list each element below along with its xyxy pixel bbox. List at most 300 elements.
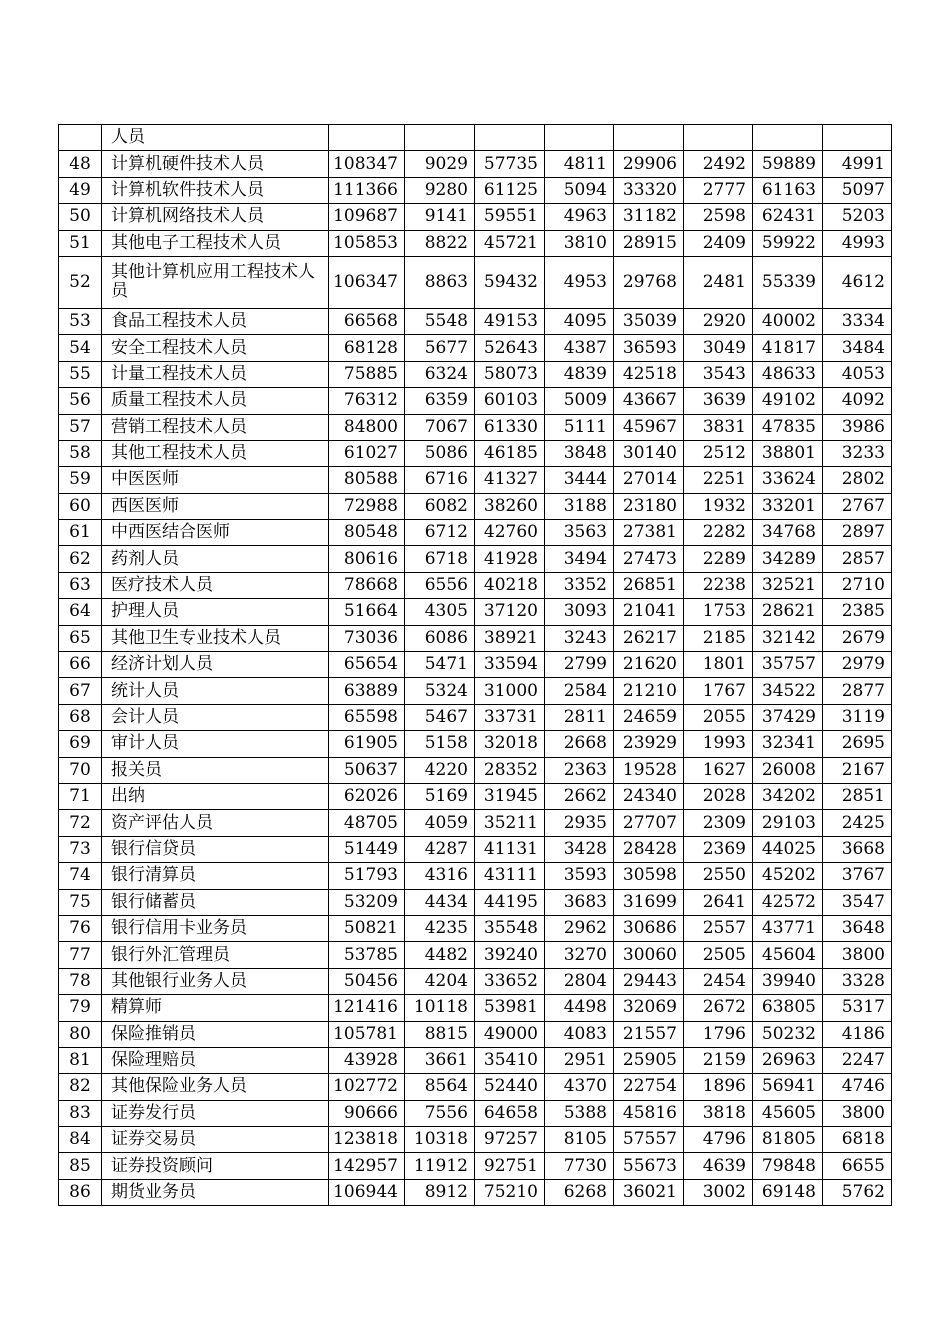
value-cell: 2289 <box>684 546 753 572</box>
value-cell: 73036 <box>329 625 405 651</box>
value-cell: 10118 <box>405 995 475 1021</box>
value-cell: 21620 <box>614 652 684 678</box>
value-cell: 2799 <box>545 652 614 678</box>
occupation-name-cell: 营销工程技术人员 <box>102 414 329 440</box>
table-row <box>59 546 892 572</box>
value-cell: 5762 <box>823 1179 892 1205</box>
row-number-cell: 51 <box>59 230 102 256</box>
table-row <box>59 388 892 414</box>
row-number-cell <box>59 125 102 151</box>
value-cell: 28352 <box>475 757 545 783</box>
value-cell: 3668 <box>823 836 892 862</box>
row-number-cell: 61 <box>59 520 102 546</box>
table-row <box>59 1047 892 1073</box>
value-cell: 45967 <box>614 414 684 440</box>
value-cell: 61330 <box>475 414 545 440</box>
value-cell: 76312 <box>329 388 405 414</box>
value-cell: 35757 <box>753 652 823 678</box>
value-cell: 4953 <box>545 256 614 308</box>
value-cell: 3547 <box>823 889 892 915</box>
value-cell: 8863 <box>405 256 475 308</box>
value-cell: 5009 <box>545 388 614 414</box>
value-cell: 35410 <box>475 1047 545 1073</box>
value-cell: 3683 <box>545 889 614 915</box>
value-cell: 4387 <box>545 335 614 361</box>
value-cell: 2811 <box>545 704 614 730</box>
table-row <box>59 204 892 230</box>
value-cell: 30686 <box>614 915 684 941</box>
occupation-name-cell: 中西医结合医师 <box>102 520 329 546</box>
table-row <box>59 1074 892 1100</box>
row-number-cell: 54 <box>59 335 102 361</box>
value-cell: 45605 <box>753 1100 823 1126</box>
value-cell: 60103 <box>475 388 545 414</box>
value-cell: 7556 <box>405 1100 475 1126</box>
row-number-cell: 85 <box>59 1153 102 1179</box>
value-cell: 2935 <box>545 810 614 836</box>
value-cell: 50821 <box>329 915 405 941</box>
value-cell: 37429 <box>753 704 823 730</box>
value-cell: 49102 <box>753 388 823 414</box>
table-row <box>59 467 892 493</box>
value-cell: 80616 <box>329 546 405 572</box>
occupation-name-cell: 质量工程技术人员 <box>102 388 329 414</box>
value-cell: 41131 <box>475 836 545 862</box>
value-cell: 4612 <box>823 256 892 308</box>
occupation-name-cell: 其他电子工程技术人员 <box>102 230 329 256</box>
value-cell: 21041 <box>614 599 684 625</box>
value-cell: 41817 <box>753 335 823 361</box>
value-cell <box>405 125 475 151</box>
value-cell: 80548 <box>329 520 405 546</box>
value-cell: 5158 <box>405 731 475 757</box>
value-cell: 2251 <box>684 467 753 493</box>
row-number-cell: 67 <box>59 678 102 704</box>
value-cell: 26851 <box>614 572 684 598</box>
occupation-name-cell: 证券交易员 <box>102 1127 329 1153</box>
value-cell: 75210 <box>475 1179 545 1205</box>
value-cell: 63889 <box>329 678 405 704</box>
row-number-cell: 69 <box>59 731 102 757</box>
value-cell: 28428 <box>614 836 684 862</box>
value-cell: 8815 <box>405 1021 475 1047</box>
table-row <box>59 599 892 625</box>
value-cell: 3352 <box>545 572 614 598</box>
value-cell: 78668 <box>329 572 405 598</box>
value-cell: 4482 <box>405 942 475 968</box>
value-cell: 80588 <box>329 467 405 493</box>
occupation-name-cell: 护理人员 <box>102 599 329 625</box>
table-row <box>59 125 892 151</box>
value-cell: 52643 <box>475 335 545 361</box>
value-cell: 53209 <box>329 889 405 915</box>
occupation-name-cell: 食品工程技术人员 <box>102 308 329 334</box>
row-number-cell: 76 <box>59 915 102 941</box>
value-cell: 4083 <box>545 1021 614 1047</box>
value-cell: 42518 <box>614 361 684 387</box>
value-cell: 3986 <box>823 414 892 440</box>
value-cell: 4811 <box>545 151 614 177</box>
value-cell: 3800 <box>823 1100 892 1126</box>
value-cell: 33731 <box>475 704 545 730</box>
row-number-cell: 77 <box>59 942 102 968</box>
value-cell: 23929 <box>614 731 684 757</box>
value-cell: 1896 <box>684 1074 753 1100</box>
value-cell: 4053 <box>823 361 892 387</box>
value-cell: 3119 <box>823 704 892 730</box>
value-cell: 66568 <box>329 308 405 334</box>
row-number-cell: 82 <box>59 1074 102 1100</box>
value-cell: 48705 <box>329 810 405 836</box>
value-cell: 3270 <box>545 942 614 968</box>
value-cell: 31182 <box>614 204 684 230</box>
occupation-name-cell: 其他计算机应用工程技术人员 <box>102 256 329 308</box>
value-cell: 2777 <box>684 177 753 203</box>
value-cell: 27014 <box>614 467 684 493</box>
occupation-name-cell: 医疗技术人员 <box>102 572 329 598</box>
value-cell: 33652 <box>475 968 545 994</box>
value-cell: 102772 <box>329 1074 405 1100</box>
value-cell: 32341 <box>753 731 823 757</box>
table-row <box>59 177 892 203</box>
value-cell: 47835 <box>753 414 823 440</box>
value-cell: 40002 <box>753 308 823 334</box>
value-cell: 32018 <box>475 731 545 757</box>
value-cell: 29443 <box>614 968 684 994</box>
occupation-name-cell: 其他保险业务人员 <box>102 1074 329 1100</box>
value-cell: 3328 <box>823 968 892 994</box>
table-row <box>59 995 892 1021</box>
value-cell <box>614 125 684 151</box>
value-cell: 51793 <box>329 863 405 889</box>
value-cell: 68128 <box>329 335 405 361</box>
value-cell: 8105 <box>545 1127 614 1153</box>
value-cell: 3188 <box>545 493 614 519</box>
value-cell: 32069 <box>614 995 684 1021</box>
table-row <box>59 836 892 862</box>
occupation-name-cell: 经济计划人员 <box>102 652 329 678</box>
data-table <box>58 124 892 1206</box>
value-cell: 4498 <box>545 995 614 1021</box>
value-cell: 21557 <box>614 1021 684 1047</box>
value-cell: 4963 <box>545 204 614 230</box>
value-cell: 40218 <box>475 572 545 598</box>
value-cell: 3484 <box>823 335 892 361</box>
row-number-cell: 58 <box>59 440 102 466</box>
value-cell: 3093 <box>545 599 614 625</box>
value-cell: 33624 <box>753 467 823 493</box>
value-cell: 51449 <box>329 836 405 862</box>
value-cell: 2238 <box>684 572 753 598</box>
value-cell: 45604 <box>753 942 823 968</box>
value-cell: 4639 <box>684 1153 753 1179</box>
value-cell: 32521 <box>753 572 823 598</box>
table-row <box>59 520 892 546</box>
value-cell: 3818 <box>684 1100 753 1126</box>
occupation-name-cell: 银行信贷员 <box>102 836 329 862</box>
occupation-name-cell: 证券投资顾问 <box>102 1153 329 1179</box>
value-cell: 45816 <box>614 1100 684 1126</box>
value-cell: 52440 <box>475 1074 545 1100</box>
value-cell: 2167 <box>823 757 892 783</box>
value-cell: 4370 <box>545 1074 614 1100</box>
table-row <box>59 335 892 361</box>
value-cell: 44025 <box>753 836 823 862</box>
value-cell: 2804 <box>545 968 614 994</box>
value-cell: 5548 <box>405 308 475 334</box>
table-row <box>59 493 892 519</box>
value-cell: 4095 <box>545 308 614 334</box>
value-cell: 2028 <box>684 783 753 809</box>
occupation-name-cell: 其他工程技术人员 <box>102 440 329 466</box>
value-cell: 5169 <box>405 783 475 809</box>
value-cell: 2641 <box>684 889 753 915</box>
value-cell: 106347 <box>329 256 405 308</box>
occupation-name-cell: 出纳 <box>102 783 329 809</box>
value-cell: 90666 <box>329 1100 405 1126</box>
value-cell: 4434 <box>405 889 475 915</box>
value-cell <box>753 125 823 151</box>
value-cell: 106944 <box>329 1179 405 1205</box>
value-cell: 2505 <box>684 942 753 968</box>
value-cell: 9141 <box>405 204 475 230</box>
value-cell: 2409 <box>684 230 753 256</box>
row-number-cell: 75 <box>59 889 102 915</box>
value-cell: 50456 <box>329 968 405 994</box>
value-cell: 43771 <box>753 915 823 941</box>
table-row <box>59 810 892 836</box>
table-row <box>59 652 892 678</box>
value-cell: 97257 <box>475 1127 545 1153</box>
table-row <box>59 1021 892 1047</box>
value-cell: 10318 <box>405 1127 475 1153</box>
value-cell: 4316 <box>405 863 475 889</box>
value-cell: 29906 <box>614 151 684 177</box>
occupation-name-cell: 计算机软件技术人员 <box>102 177 329 203</box>
value-cell: 24340 <box>614 783 684 809</box>
value-cell: 4305 <box>405 599 475 625</box>
value-cell: 3831 <box>684 414 753 440</box>
value-cell: 4059 <box>405 810 475 836</box>
value-cell: 3233 <box>823 440 892 466</box>
value-cell: 2492 <box>684 151 753 177</box>
row-number-cell: 78 <box>59 968 102 994</box>
value-cell: 45721 <box>475 230 545 256</box>
value-cell: 7067 <box>405 414 475 440</box>
value-cell: 3543 <box>684 361 753 387</box>
value-cell: 65654 <box>329 652 405 678</box>
value-cell: 3049 <box>684 335 753 361</box>
value-cell: 2767 <box>823 493 892 519</box>
table-row <box>59 704 892 730</box>
row-number-cell: 84 <box>59 1127 102 1153</box>
row-number-cell: 74 <box>59 863 102 889</box>
value-cell: 34768 <box>753 520 823 546</box>
row-number-cell: 71 <box>59 783 102 809</box>
occupation-name-cell: 计量工程技术人员 <box>102 361 329 387</box>
occupation-name-cell: 中医医师 <box>102 467 329 493</box>
value-cell: 6359 <box>405 388 475 414</box>
value-cell: 2695 <box>823 731 892 757</box>
value-cell: 6086 <box>405 625 475 651</box>
value-cell: 29768 <box>614 256 684 308</box>
value-cell: 31945 <box>475 783 545 809</box>
value-cell: 2055 <box>684 704 753 730</box>
value-cell: 24659 <box>614 704 684 730</box>
value-cell: 43667 <box>614 388 684 414</box>
value-cell: 50232 <box>753 1021 823 1047</box>
row-number-cell: 52 <box>59 256 102 308</box>
value-cell: 2369 <box>684 836 753 862</box>
value-cell: 1627 <box>684 757 753 783</box>
value-cell: 27381 <box>614 520 684 546</box>
value-cell: 6324 <box>405 361 475 387</box>
value-cell: 2309 <box>684 810 753 836</box>
value-cell: 2979 <box>823 652 892 678</box>
occupation-name-cell: 银行清算员 <box>102 863 329 889</box>
value-cell: 2385 <box>823 599 892 625</box>
row-number-cell: 72 <box>59 810 102 836</box>
value-cell: 53981 <box>475 995 545 1021</box>
value-cell: 28621 <box>753 599 823 625</box>
value-cell: 2951 <box>545 1047 614 1073</box>
value-cell: 37120 <box>475 599 545 625</box>
occupation-name-cell: 其他银行业务人员 <box>102 968 329 994</box>
value-cell: 6718 <box>405 546 475 572</box>
value-cell: 2454 <box>684 968 753 994</box>
value-cell: 2557 <box>684 915 753 941</box>
value-cell: 26008 <box>753 757 823 783</box>
table-row <box>59 308 892 334</box>
table-row <box>59 915 892 941</box>
value-cell: 109687 <box>329 204 405 230</box>
occupation-name-cell: 保险推销员 <box>102 1021 329 1047</box>
value-cell: 26963 <box>753 1047 823 1073</box>
value-cell: 2247 <box>823 1047 892 1073</box>
value-cell: 11912 <box>405 1153 475 1179</box>
value-cell: 44195 <box>475 889 545 915</box>
value-cell: 5097 <box>823 177 892 203</box>
value-cell: 27707 <box>614 810 684 836</box>
value-cell: 34202 <box>753 783 823 809</box>
row-number-cell: 64 <box>59 599 102 625</box>
table-row <box>59 889 892 915</box>
value-cell: 25905 <box>614 1047 684 1073</box>
table-row <box>59 863 892 889</box>
row-number-cell: 83 <box>59 1100 102 1126</box>
value-cell: 31699 <box>614 889 684 915</box>
occupation-name-cell: 西医医师 <box>102 493 329 519</box>
value-cell: 2877 <box>823 678 892 704</box>
table-row <box>59 678 892 704</box>
value-cell: 2672 <box>684 995 753 1021</box>
value-cell: 111366 <box>329 177 405 203</box>
value-cell: 33201 <box>753 493 823 519</box>
value-cell: 35211 <box>475 810 545 836</box>
value-cell: 5203 <box>823 204 892 230</box>
value-cell: 28915 <box>614 230 684 256</box>
occupation-name-cell: 计算机网络技术人员 <box>102 204 329 230</box>
value-cell: 8822 <box>405 230 475 256</box>
occupation-name-cell: 审计人员 <box>102 731 329 757</box>
value-cell: 61125 <box>475 177 545 203</box>
value-cell: 7730 <box>545 1153 614 1179</box>
value-cell: 33320 <box>614 177 684 203</box>
value-cell: 35548 <box>475 915 545 941</box>
value-cell: 2920 <box>684 308 753 334</box>
value-cell: 4839 <box>545 361 614 387</box>
table-row <box>59 625 892 651</box>
value-cell: 9029 <box>405 151 475 177</box>
row-number-cell: 79 <box>59 995 102 1021</box>
value-cell: 34522 <box>753 678 823 704</box>
value-cell: 6268 <box>545 1179 614 1205</box>
value-cell: 2425 <box>823 810 892 836</box>
value-cell: 59922 <box>753 230 823 256</box>
value-cell: 1796 <box>684 1021 753 1047</box>
value-cell: 1801 <box>684 652 753 678</box>
value-cell: 4991 <box>823 151 892 177</box>
value-cell: 3593 <box>545 863 614 889</box>
value-cell: 41327 <box>475 467 545 493</box>
table-row <box>59 414 892 440</box>
occupation-name-cell: 安全工程技术人员 <box>102 335 329 361</box>
occupation-name-cell: 保险理赔员 <box>102 1047 329 1073</box>
value-cell: 32142 <box>753 625 823 651</box>
value-cell: 30060 <box>614 942 684 968</box>
value-cell: 6655 <box>823 1153 892 1179</box>
value-cell: 57557 <box>614 1127 684 1153</box>
value-cell: 3648 <box>823 915 892 941</box>
value-cell: 36593 <box>614 335 684 361</box>
occupation-name-cell: 资产评估人员 <box>102 810 329 836</box>
value-cell: 2512 <box>684 440 753 466</box>
value-cell: 5388 <box>545 1100 614 1126</box>
value-cell: 48633 <box>753 361 823 387</box>
table-row <box>59 1153 892 1179</box>
value-cell: 6556 <box>405 572 475 598</box>
table-row <box>59 256 892 308</box>
value-cell: 39940 <box>753 968 823 994</box>
value-cell: 30598 <box>614 863 684 889</box>
value-cell: 4993 <box>823 230 892 256</box>
value-cell <box>475 125 545 151</box>
value-cell: 3002 <box>684 1179 753 1205</box>
value-cell: 2679 <box>823 625 892 651</box>
value-cell: 27473 <box>614 546 684 572</box>
value-cell: 69148 <box>753 1179 823 1205</box>
value-cell: 2363 <box>545 757 614 783</box>
occupation-name-cell: 期货业务员 <box>102 1179 329 1205</box>
value-cell: 59551 <box>475 204 545 230</box>
value-cell: 3767 <box>823 863 892 889</box>
value-cell: 2159 <box>684 1047 753 1073</box>
value-cell: 38921 <box>475 625 545 651</box>
table-row <box>59 731 892 757</box>
value-cell: 123818 <box>329 1127 405 1153</box>
value-cell <box>684 125 753 151</box>
value-cell: 5471 <box>405 652 475 678</box>
value-cell: 5677 <box>405 335 475 361</box>
value-cell: 2185 <box>684 625 753 651</box>
value-cell: 6818 <box>823 1127 892 1153</box>
value-cell: 105853 <box>329 230 405 256</box>
row-number-cell: 48 <box>59 151 102 177</box>
value-cell: 8912 <box>405 1179 475 1205</box>
value-cell: 5317 <box>823 995 892 1021</box>
value-cell: 2710 <box>823 572 892 598</box>
value-cell: 4746 <box>823 1074 892 1100</box>
